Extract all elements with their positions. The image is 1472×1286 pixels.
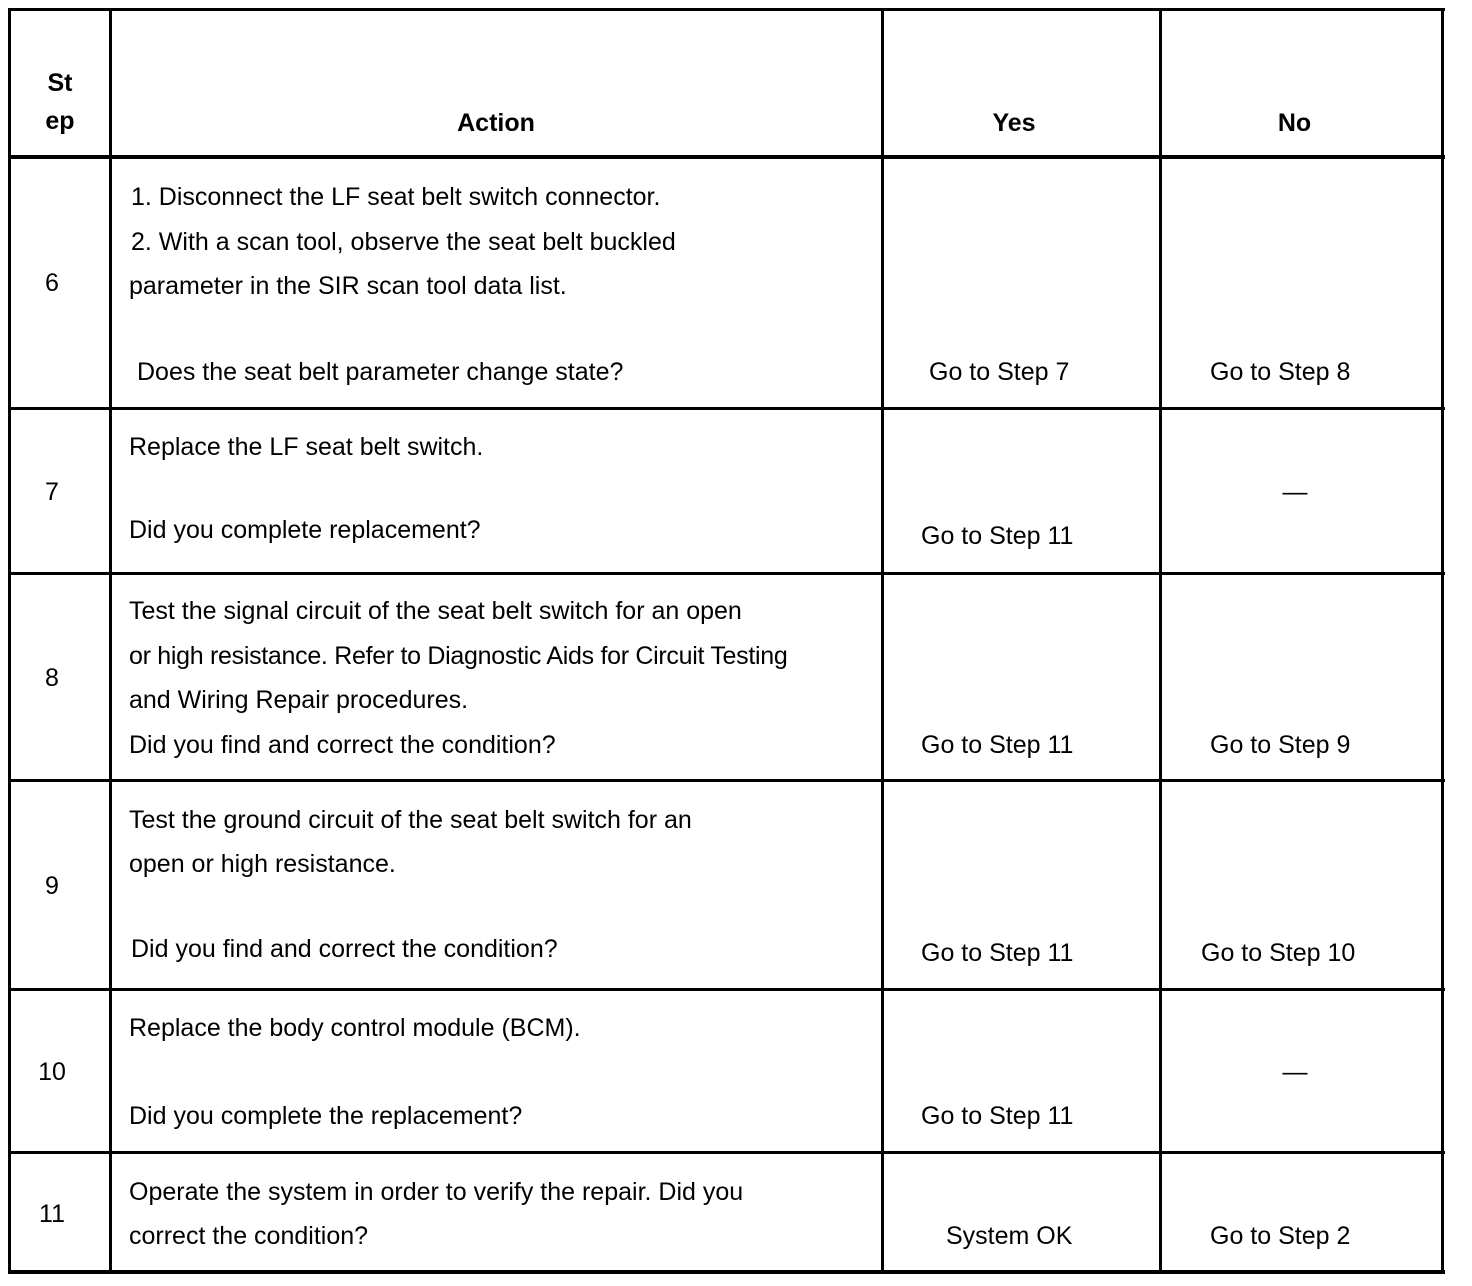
table-border-top [8, 8, 1445, 11]
step-number: 11 [39, 1200, 65, 1228]
yes-result: Go to Step 11 [921, 1102, 1074, 1130]
action-line: or high resistance. Refer to Diagnostic Aids for Circuit Testing [129, 642, 788, 670]
action-line: 1. Disconnect the LF seat belt switch connector. [131, 183, 661, 211]
action-line: and Wiring Repair procedures. [129, 686, 469, 714]
row-divider [8, 779, 1445, 782]
action-line: Replace the LF seat belt switch. [129, 433, 484, 461]
no-result: Go to Step 2 [1210, 1222, 1351, 1250]
action-line: correct the condition? [129, 1222, 369, 1250]
header-action: Action [457, 109, 535, 137]
step-number: 7 [45, 478, 59, 506]
yes-result: Go to Step 11 [921, 522, 1074, 550]
action-line: Replace the body control module (BCM). [129, 1014, 581, 1042]
row-divider [8, 572, 1445, 575]
no-result: — [1282, 1058, 1308, 1086]
yes-result: Go to Step 11 [921, 731, 1074, 759]
step-number: 10 [38, 1058, 66, 1086]
action-question: Does the seat belt parameter change state? [137, 358, 624, 386]
action-line: open or high resistance. [129, 850, 396, 878]
action-line: parameter in the SIR scan tool data list. [129, 272, 567, 300]
action-line: Operate the system in order to verify the repair. Did you [129, 1178, 744, 1206]
step-number: 8 [45, 664, 59, 692]
no-result: Go to Step 10 [1201, 939, 1356, 967]
row-divider [8, 407, 1445, 410]
action-question: Did you complete replacement? [129, 516, 481, 544]
table-border-left [8, 8, 11, 1274]
row-divider [8, 1151, 1445, 1154]
no-result: — [1282, 478, 1308, 506]
action-line: Test the ground circuit of the seat belt switch for an [129, 806, 692, 834]
header-step-line1: St [47, 69, 73, 97]
header-divider [8, 155, 1445, 159]
yes-result: Go to Step 7 [929, 358, 1070, 386]
row-divider [8, 988, 1445, 991]
step-number: 6 [45, 269, 59, 297]
column-divider [109, 8, 112, 1274]
table-border-bottom [8, 1270, 1445, 1274]
action-question: Did you find and correct the condition? [131, 935, 558, 963]
action-question: Did you find and correct the condition? [129, 731, 556, 759]
step-number: 9 [45, 872, 59, 900]
header-no: No [1277, 109, 1312, 137]
no-result: Go to Step 9 [1210, 731, 1351, 759]
column-divider [881, 8, 884, 1274]
action-question: Did you complete the replacement? [129, 1102, 523, 1130]
action-line: Test the signal circuit of the seat belt switch for an open [129, 597, 742, 625]
no-result: Go to Step 8 [1210, 358, 1351, 386]
action-line: 2. With a scan tool, observe the seat belt buckled [131, 228, 676, 256]
header-step-line2: ep [45, 107, 75, 135]
table-border-right [1441, 8, 1444, 1274]
yes-result: System OK [946, 1222, 1073, 1250]
header-step [12, 68, 108, 136]
header-yes: Yes [992, 109, 1036, 137]
yes-result: Go to Step 11 [921, 939, 1074, 967]
